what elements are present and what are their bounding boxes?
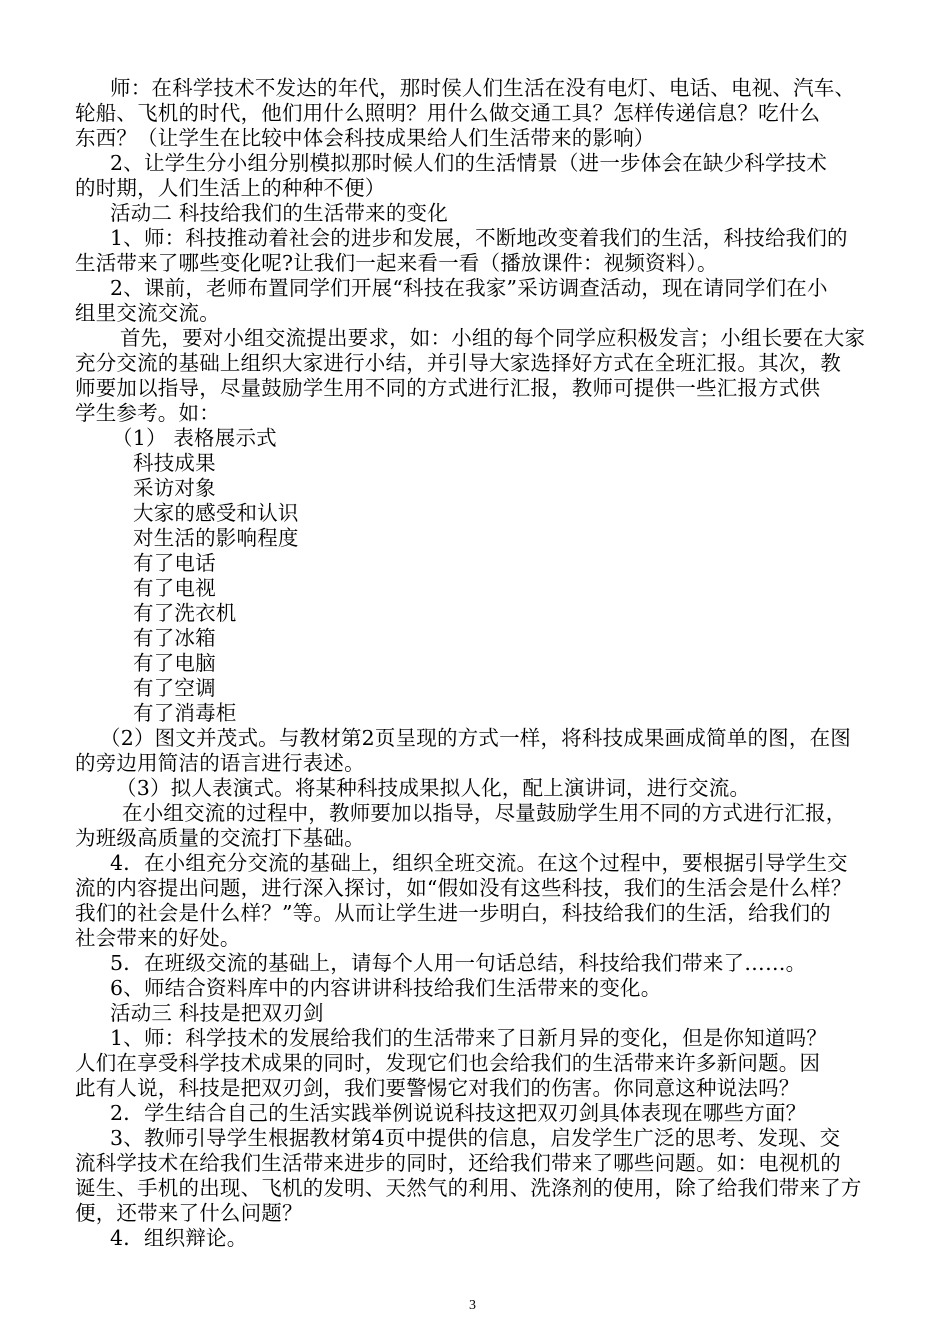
list-item: 对生活的影响程度 (133, 526, 299, 550)
list-item: 大家的感受和认识 (133, 501, 299, 525)
list-item: 有了电脑 (133, 651, 216, 675)
text-line: 此有人说，科技是把双刃剑，我们要警惕它对我们的伤害。你同意这种说法吗？ (75, 1076, 800, 1100)
page-number: 3 (469, 1298, 476, 1313)
text-line: 为班级高质量的交流打下基础。 (75, 826, 365, 850)
list-heading: （1） 表格展示式 (112, 426, 277, 450)
text-line: 首先，要对小组交流提出要求，如：小组的每个同学应积极发言；小组长要在大家 (120, 326, 866, 350)
text-line: 便，还带来了什么问题？ (75, 1201, 303, 1225)
text-line: 充分交流的基础上组织大家进行小结，并引导大家选择好方式在全班汇报。其次，教 (75, 351, 841, 375)
text-line: 2、让学生分小组分别模拟那时候人们的生活情景（进一步体会在缺少科学技术 (110, 151, 828, 175)
text-line: 1、师：科学技术的发展给我们的生活带来了日新月异的变化，但是你知道吗？ (110, 1026, 828, 1050)
text-line: 的时期，人们生活上的种种不便） (75, 176, 386, 200)
text-line: 人们在享受科学技术成果的同时，发现它们也会给我们的生活带来许多新问题。因 (75, 1051, 821, 1075)
text-line: 流科学技术在给我们生活带来进步的同时，还给我们带来了哪些问题。如：电视机的 (75, 1151, 841, 1175)
text-line: 5．在班级交流的基础上，请每个人用一句话总结，科技给我们带来了……。 (110, 951, 807, 975)
text-line: 东西？（让学生在比较中体会科技成果给人们生活带来的影响） (75, 126, 655, 150)
text-line: 流的内容提出问题，进行深入探讨，如“假如没有这些科技，我们的生活会是什么样？ (75, 876, 852, 900)
list-item: 采访对象 (133, 476, 216, 500)
text-line: 轮船、飞机的时代，他们用什么照明？用什么做交通工具？怎样传递信息？吃什么 (75, 101, 821, 125)
text-line: 师：在科学技术不发达的年代，那时侯人们生活在没有电灯、电话、电视、汽车、 (110, 76, 856, 100)
section-heading: 活动二 科技给我们的生活带来的变化 (110, 201, 448, 225)
list-item: 科技成果 (133, 451, 216, 475)
text-line: 4．组织辩论。 (110, 1226, 248, 1250)
list-item: 有了电话 (133, 551, 216, 575)
list-item: 有了洗衣机 (133, 601, 237, 625)
text-line: 师要加以指导，尽量鼓励学生用不同的方式进行汇报，教师可提供一些汇报方式供 (75, 376, 821, 400)
text-line: 2、课前，老师布置同学们开展“科技在我家”采访调查活动，现在请同学们在小 (110, 276, 828, 300)
text-line: 诞生、手机的出现、飞机的发明、天然气的利用、洗涤剂的使用，除了给我们带来了方 (75, 1176, 862, 1200)
text-line: 1、师：科技推动着社会的进步和发展，不断地改变着我们的生活，科技给我们的 (110, 226, 848, 250)
list-item: 有了空调 (133, 676, 216, 700)
text-line: 3、教师引导学生根据教材第4页中提供的信息，启发学生广泛的思考、发现、交 (110, 1126, 841, 1150)
text-line: （2）图文并茂式。与教材第2页呈现的方式一样，将科技成果画成简单的图，在图 (100, 726, 851, 750)
text-line: 生活带来了哪些变化呢?让我们一起来看一看（播放课件：视频资料）。 (75, 251, 718, 275)
list-item: 有了电视 (133, 576, 216, 600)
text-line: 2．学生结合自己的生活实践举例说说科技这把双刃剑具体表现在哪些方面？ (110, 1101, 807, 1125)
list-item: 有了冰箱 (133, 626, 216, 650)
list-item: 有了消毒柜 (133, 701, 237, 725)
text-line: 我们的社会是什么样？”等。从而让学生进一步明白，科技给我们的生活，给我们的 (75, 901, 831, 925)
section-heading: 活动三 科技是把双刃剑 (110, 1001, 324, 1025)
text-line: 6、师结合资料库中的内容讲讲科技给我们生活带来的变化。 (110, 976, 662, 1000)
text-line: 4．在小组充分交流的基础上，组织全班交流。在这个过程中，要根据引导学生交 (110, 851, 848, 875)
text-line: 社会带来的好处。 (75, 926, 241, 950)
text-line: 学生参考。如： (75, 401, 220, 425)
text-line: 的旁边用简洁的语言进行表述。 (75, 751, 365, 775)
text-line: 组里交流交流。 (75, 301, 220, 325)
text-line: （3）拟人表演式。将某种科技成果拟人化，配上演讲词，进行交流。 (116, 776, 751, 800)
text-line: 在小组交流的过程中，教师要加以指导，尽量鼓励学生用不同的方式进行汇报， (122, 801, 847, 825)
